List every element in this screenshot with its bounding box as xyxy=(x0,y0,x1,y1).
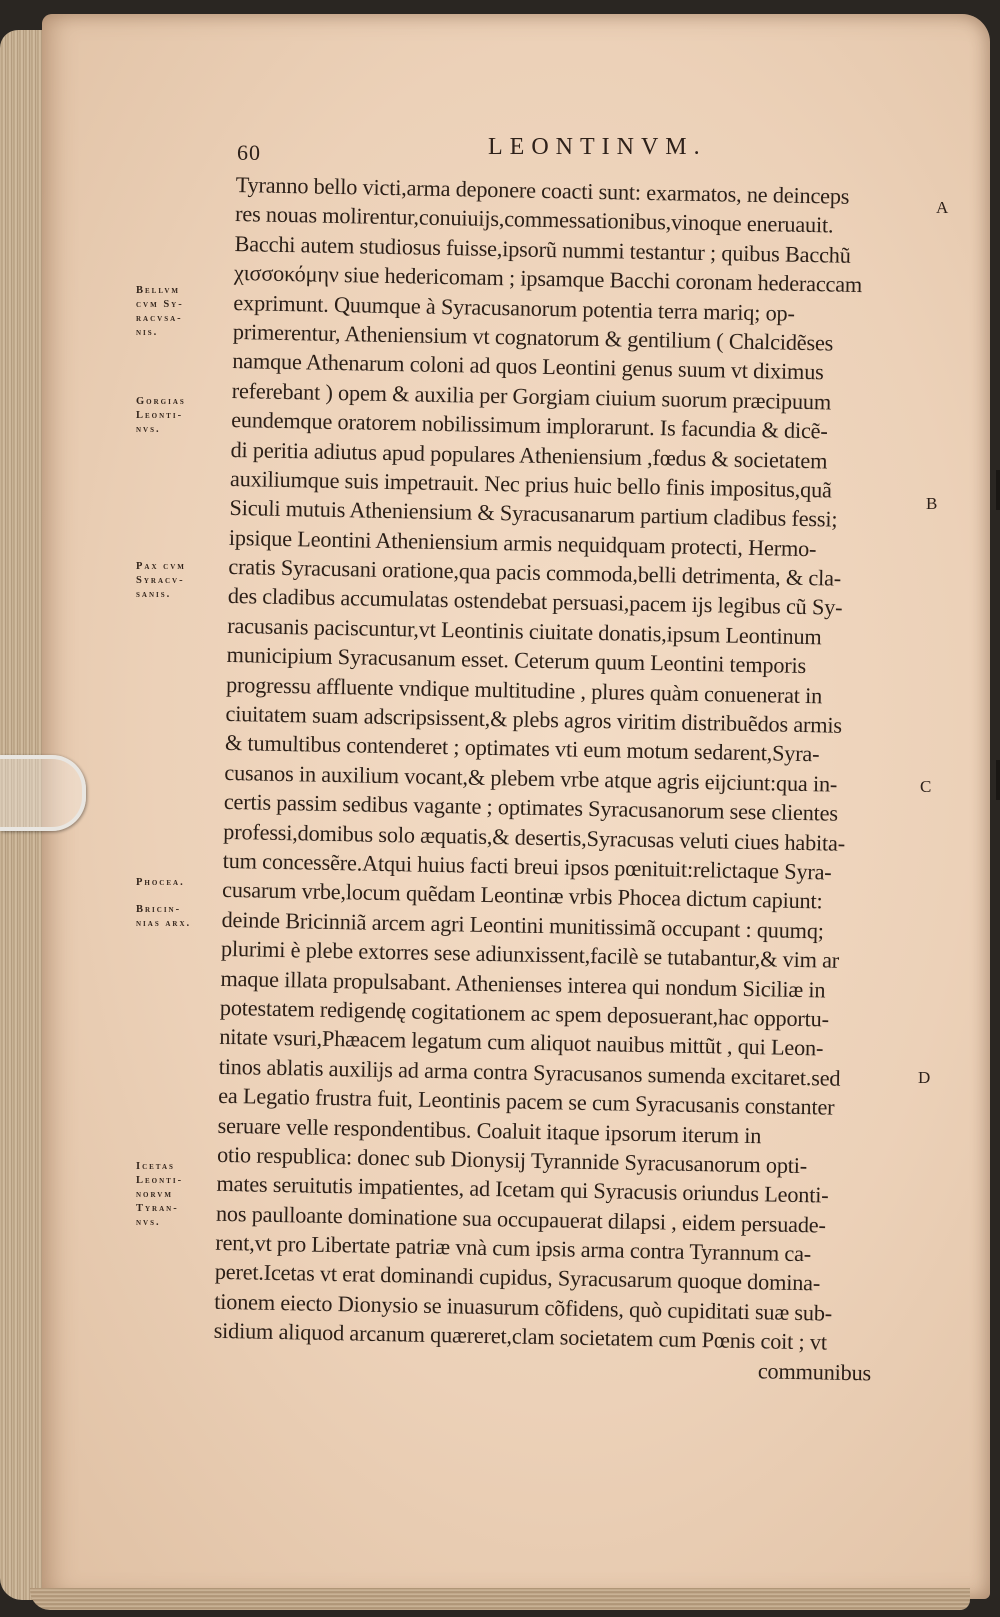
margin-note: Bricin- nias arx. xyxy=(136,904,192,929)
section-letter: B xyxy=(926,494,938,513)
text-line: Tyranno bello victi,arma deponere coacti sunt: exarmatos, ne deinceps xyxy=(235,171,850,209)
page-number: 60 xyxy=(237,140,261,165)
text-line: exprimunt. Quumque à Syracusanorum potentia terra mariq; op- xyxy=(233,289,795,326)
text-line: racusanis paciscuntur,vt Leontinis ciuitate donatis,ipsum Leontinum xyxy=(227,612,822,650)
margin-note: Phocea. xyxy=(136,877,185,888)
text-line: primerentur, Atheniensium vt cognatorum & gentilium ( Chalcidẽses xyxy=(232,318,834,356)
text-line: potestatem redigendę cogitationem ac spem deposuerant,hac opportu- xyxy=(219,994,830,1032)
text-line: tum concessẽre.Atqui huius facti breui ipsos pœnituit:relictaque Syra- xyxy=(222,847,832,885)
text-line: eundemque oratorem nobilissimum implorarunt. Is facundia & dicẽ- xyxy=(230,407,828,444)
text-line: ea Legatio frustra fuit, Leontinis pacem se cum Syracusanis constanter xyxy=(217,1082,835,1120)
text-line: municipium Syracusanum esset. Ceterum quum Leontini temporis xyxy=(226,642,807,679)
text-line: tionem eiecto Dionysio se inuasurum cõfidens, quò cupiditati suæ sub- xyxy=(214,1288,833,1326)
text-line: Bacchi autem studiosus fuisse,ipsorũ nummi testantur ; quibus Bacchũ xyxy=(234,230,851,268)
page-stack-bottom-edge xyxy=(30,1588,970,1610)
text-line: & tumultibus contenderet ; optimates vti eum motum sedarent,Syra- xyxy=(224,730,820,767)
text-line: auxiliumque suis impetrauit. Nec prius huic bello finis impositus,quã xyxy=(229,465,832,503)
text-line: peret.Icetas vt erat dominandi cupidus, Syracusarum quoque domina- xyxy=(214,1259,821,1296)
scan-edge-mark xyxy=(996,470,1000,510)
text-line: deinde Bricinniã arcem agri Leontini munitissimã occupant : quumq; xyxy=(221,906,825,944)
text-line: mates seruitutis impatientes, ad Icetam qui Syracusis oriundus Leonti- xyxy=(216,1171,829,1208)
catchword: communibus xyxy=(757,1357,872,1386)
text-line: ciuitatem suam adscripsissent,& plebs agros viritim distribuẽdos armis xyxy=(225,700,843,738)
text-line: χισσοκόμην siue hedericomam ; ipsamque Bacchi coronam hederaccam xyxy=(233,260,863,298)
text-line: maque illata propulsabant. Athenienses interea qui nondum Siciliæ in xyxy=(220,965,826,1003)
text-line: nos paulloante dominatione sua occupauerat dilapsi , eidem persuade- xyxy=(215,1200,826,1238)
margin-note: Gorgias Leonti- nvs. xyxy=(136,396,186,435)
text-line: plurimi è plebe extorres sese adiunxissent,facilè se tutabantur,& vim ar xyxy=(220,936,840,973)
text-line: namque Athenarum coloni ad quos Leontini genus suum vt diximus xyxy=(232,348,824,385)
text-line: nitate vsuri,Phæacem legatum cum aliquot nauibus mittũt , qui Leon- xyxy=(219,1024,824,1061)
text-line: cusanos in auxilium vocant,& plebem vrbe atque agris eijciunt:qua in- xyxy=(224,759,838,797)
text-line: sidium aliquod arcanum quæreret,clam societatem cum Pœnis coit ; vt xyxy=(213,1318,828,1355)
text-line: Siculi mutuis Atheniensium & Syracusanarum partium cladibus fessi; xyxy=(229,495,838,532)
text-line: tinos ablatis auxilijs ad arma contra Syracusanos sumenda excitaret.sed xyxy=(218,1053,841,1091)
text-line: seruare velle respondentibus. Coaluit itaque ipsorum iterum in xyxy=(217,1112,762,1148)
section-letter: C xyxy=(920,777,932,796)
text-line: des cladibus accumulatas ostendebat persuasi,pacem ijs legibus cũ Sy- xyxy=(227,583,843,621)
margin-note: Bellvm cvm Sy- racvsa- nis. xyxy=(136,285,184,338)
margin-note: Pax cvm Syracv- sanis. xyxy=(136,561,186,600)
text-line: cratis Syracusani oratione,qua pacis commoda,belli detrimenta, & cla- xyxy=(228,554,842,591)
text-line: ipsique Leontini Atheniensium armis nequidquam protecti, Hermo- xyxy=(228,524,817,561)
text-line: certis passim sedibus vagante ; optimates Syracusanorum sese clientes xyxy=(223,789,839,826)
body-text xyxy=(213,170,936,1388)
margin-note: Icetas Leonti- norvm Tyran- nvs. xyxy=(136,1161,184,1228)
section-letter: D xyxy=(918,1068,931,1087)
text-line: res nouas molirentur,conuiuijs,commessationibus,vinoque eneruauit. xyxy=(234,201,834,238)
paper-clip-icon xyxy=(0,755,86,831)
text-line: rent,vt pro Libertate patriæ vnà cum ipsis arma contra Tyrannum ca- xyxy=(215,1229,812,1267)
text-line: di peritia adiutus apud populares Atheniensium ,fœdus & societatem xyxy=(230,436,828,473)
text-line: referebant ) opem & auxilia per Gorgiam ciuium suorum præcipuum xyxy=(231,377,832,415)
text-line: cusarum vrbe,locum quẽdam Leontinæ vrbis Phocea dictum capiunt: xyxy=(221,877,823,914)
text-line: professi,domibus solo æquatis,& desertis,Syracusas veluti ciues habita- xyxy=(223,818,846,856)
running-head: LEONTINVM. xyxy=(488,134,707,160)
text-line: progressu affluente vndique multitudine , plures quàm conuenerat in xyxy=(225,671,823,708)
scan-edge-mark xyxy=(996,760,1000,800)
text-line: otio respublica: donec sub Dionysij Tyrannide Syracusanorum opti- xyxy=(216,1141,808,1179)
section-letter: A xyxy=(936,198,949,217)
